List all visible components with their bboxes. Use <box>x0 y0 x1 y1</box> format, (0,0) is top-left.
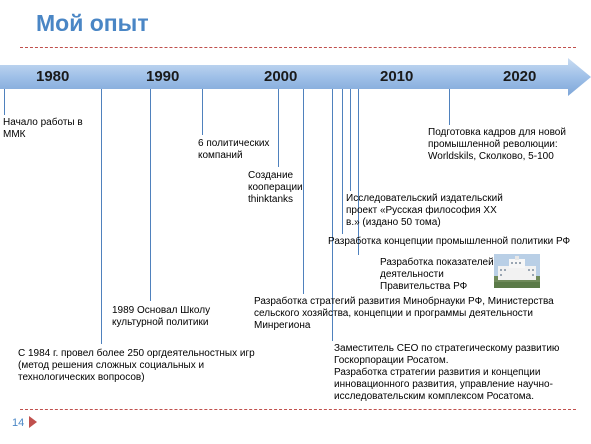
connector-line <box>449 89 450 125</box>
year-2020: 2020 <box>503 68 537 85</box>
connector-line <box>303 89 304 294</box>
event-label-government-indicators: Разработка показателей деятельности Правительства РФ <box>380 257 494 292</box>
connector-line <box>150 89 151 301</box>
event-label-campaigns: 6 политических компаний <box>198 138 270 161</box>
connector-line <box>4 89 5 115</box>
connector-line <box>342 89 343 234</box>
event-label-philosophy: Исследовательский издательский проект «Русская философия ХХ в.» (издано 50 тома) <box>346 193 503 228</box>
event-label-strategies: Разработка стратегий развития Минобрнауки РФ, Министерства сельского хозяйства, концепции и программы деятельности Минрегиона <box>254 296 554 331</box>
bottom-divider <box>20 409 576 410</box>
event-label-school: 1989 Основал Школу культурной политики <box>112 305 211 328</box>
event-label-games: С 1984 г. провел более 250 оргдеятельностных игр (метод решения сложных социальных и технологических вопросов) <box>18 348 255 383</box>
year-1990: 1990 <box>146 68 180 85</box>
event-label-thinktanks: Создание кооперации thinktanks <box>248 170 303 205</box>
connector-line <box>358 89 359 255</box>
triangle-icon <box>29 416 37 428</box>
year-2010: 2010 <box>380 68 414 85</box>
connector-line <box>202 89 203 135</box>
event-label-mmk: Начало работы в ММК <box>3 117 83 140</box>
event-label-training: Подготовка кадров для новой промышленной революции: Worldskils, Сколково, 5-100 <box>428 127 566 162</box>
year-1980: 1980 <box>36 68 70 85</box>
top-divider <box>20 47 576 48</box>
connector-line <box>101 89 102 344</box>
event-label-industrial-policy: Разработка концепции промышленной политики РФ <box>328 236 571 247</box>
connector-line <box>350 89 351 191</box>
connector-line <box>278 89 279 167</box>
event-label-rosatom: Заместитель CEO по стратегическому развитию Госкорпорации Росатом. Разработка стратегии развития и концепции инновационного развития, управление научно- исследовательским комплексом Росатома. <box>334 343 560 402</box>
year-2000: 2000 <box>264 68 298 85</box>
page-number: 14 <box>12 417 25 429</box>
page-title: Мой опыт <box>36 10 149 36</box>
government-building-image <box>494 254 540 288</box>
